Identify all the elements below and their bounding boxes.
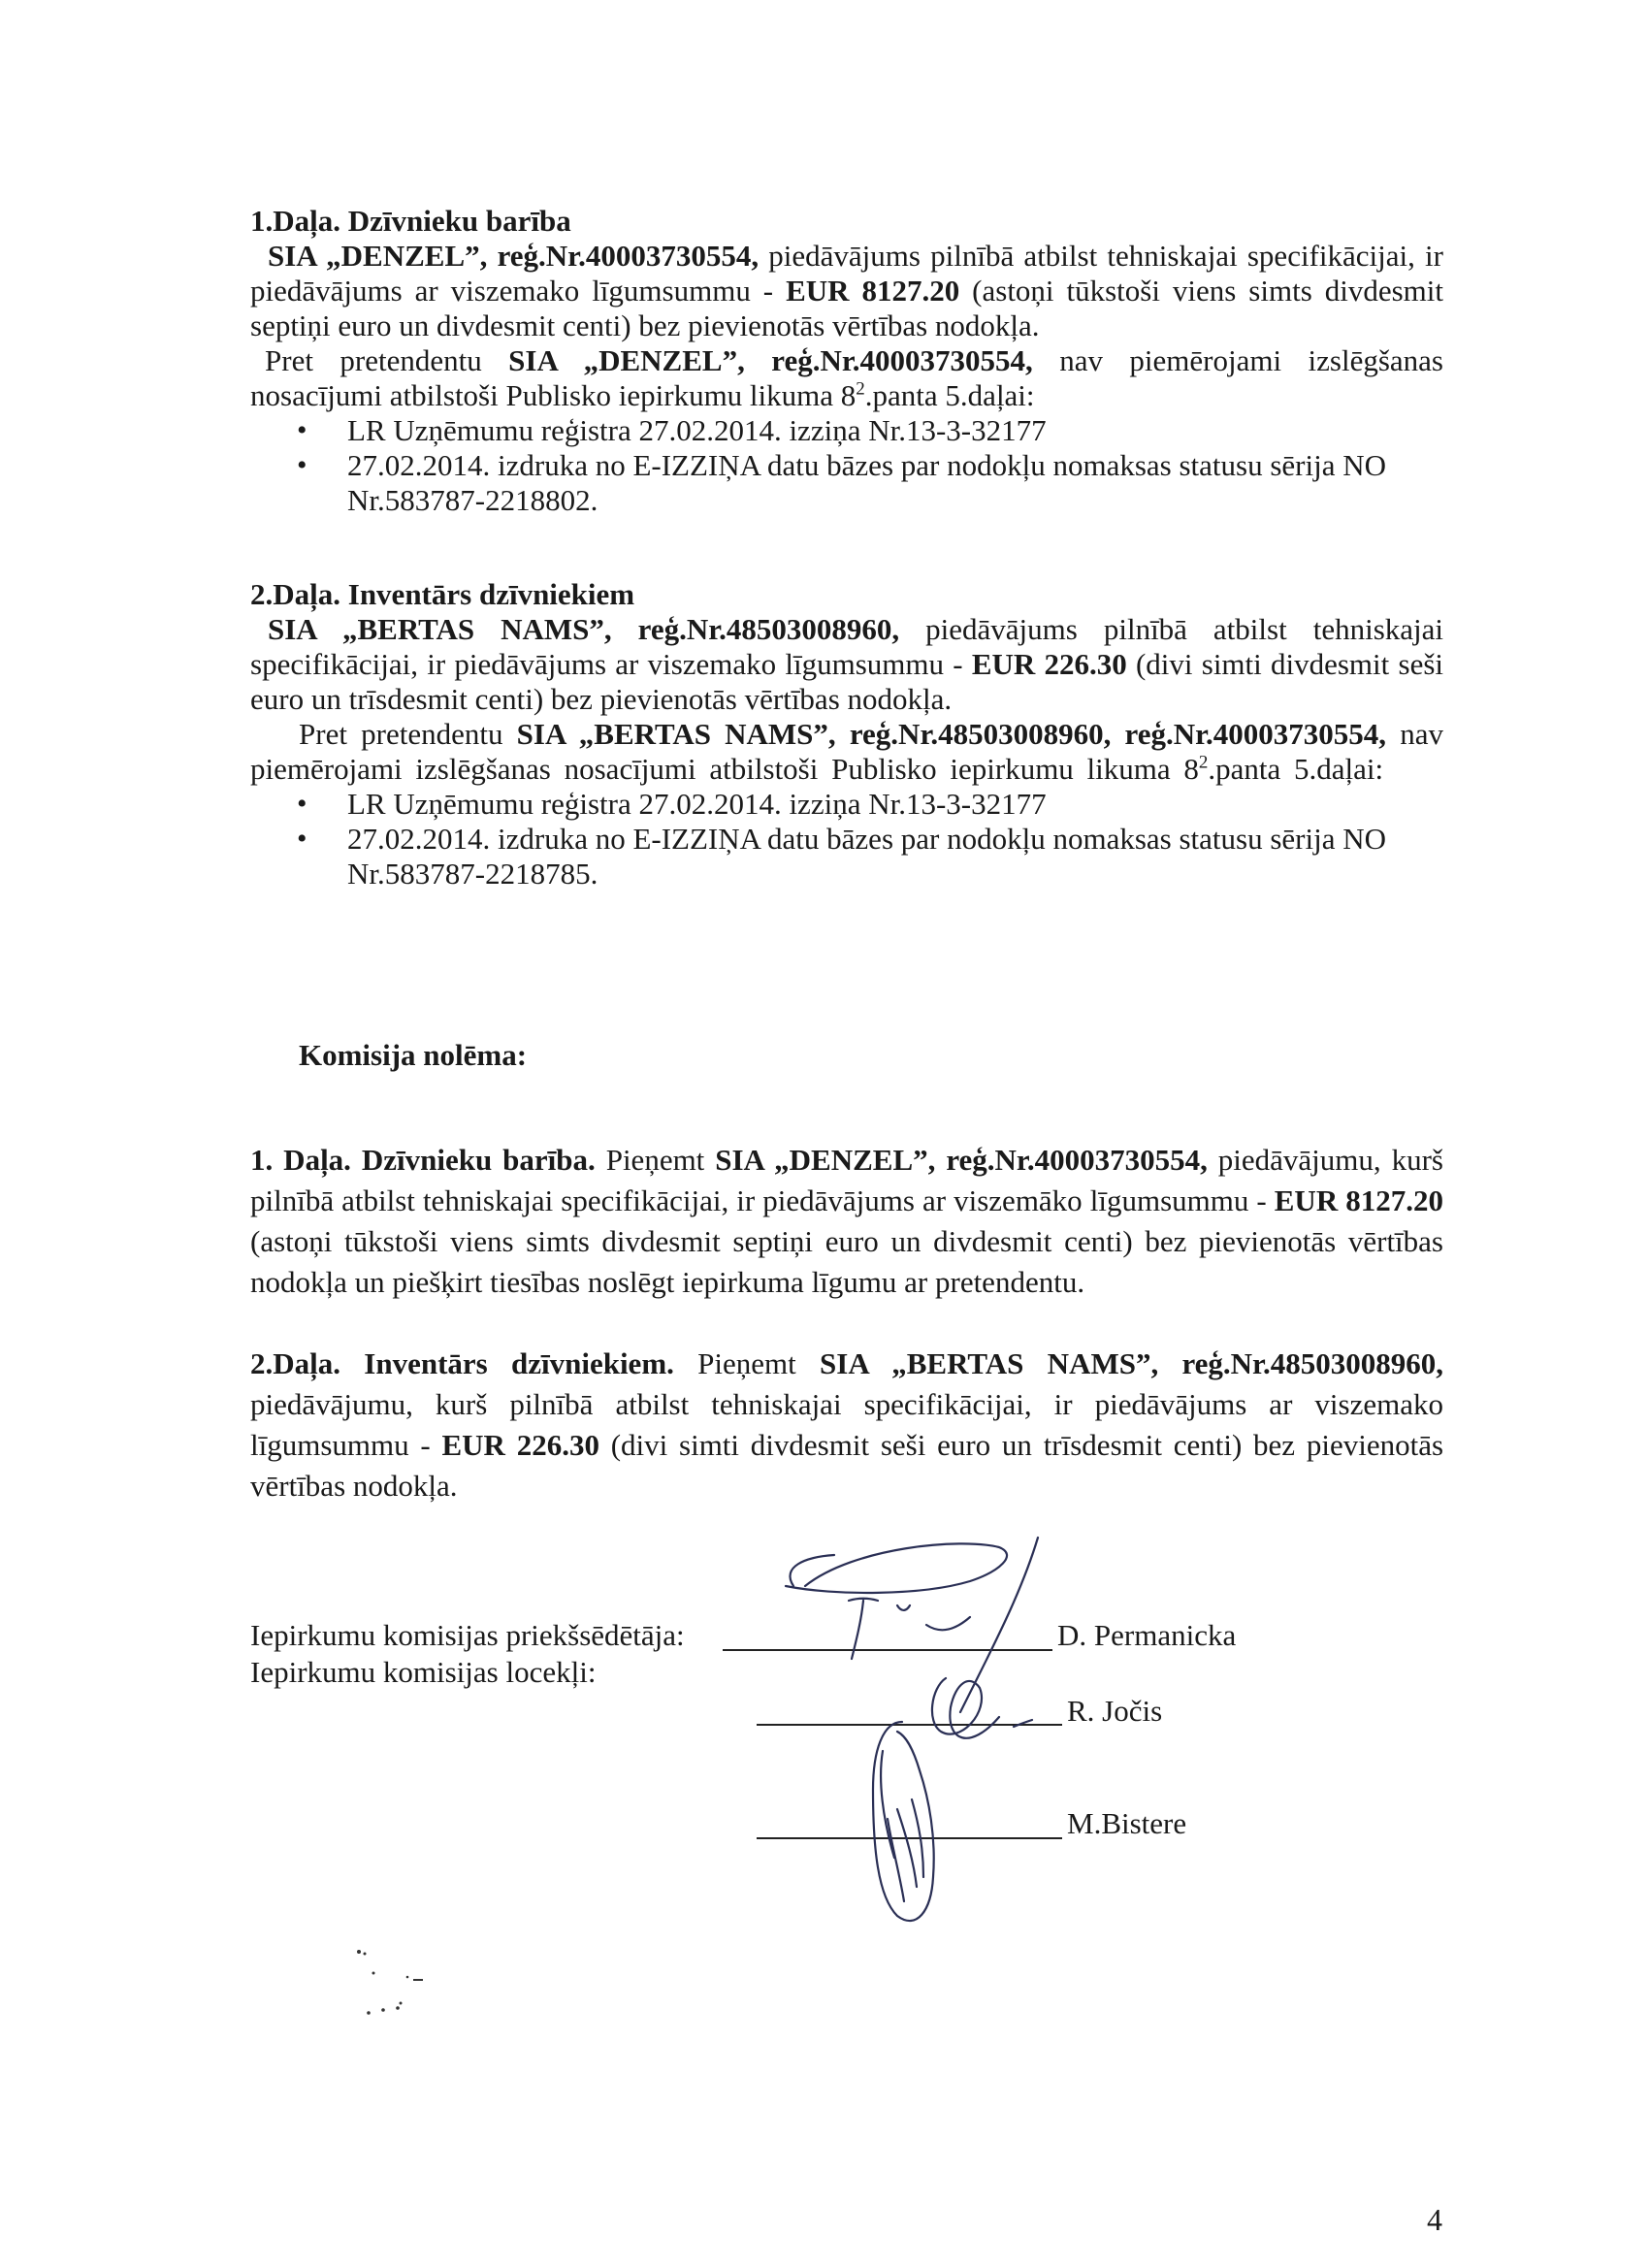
decision-1-text-mid: piedāvājumu, kurš pilnībā atbilst tehniskajai specifikācijai, ir piedāvājums ar viszemāko līgumsummu -	[250, 1143, 1443, 1217]
chair-label: Iepirkumu komisijas priekšsēdētāja:	[250, 1618, 685, 1652]
section-2-offer-paragraph	[250, 612, 1443, 717]
section-1-offer-paragraph	[250, 239, 1443, 343]
offer-text: piedāvājums pilnībā atbilst tehniskajai specifikācijai, ir piedāvājums ar viszemako līgumsummu -	[250, 239, 1443, 308]
decision-2-text-end: (divi simti divdesmit seši euro un trīsdesmit centi) bez pievienotās vērtības nodokļa.	[250, 1428, 1444, 1503]
offer-amount: EUR 8127.20	[786, 274, 960, 308]
ink-specks	[330, 1940, 466, 2057]
members-label: Iepirkumu komisijas locekļi:	[250, 1655, 597, 1689]
member-2-name: M.Bistere	[1067, 1806, 1187, 1840]
superscript: 2	[856, 378, 865, 400]
decision-item-2	[250, 1344, 1443, 1507]
offer-text-end: (astoņi tūkstoši viens simts divdesmit septiņi euro un divdesmit centi) bez pievienotās vērtības nodokļa.	[250, 274, 1444, 342]
offer-company: SIA „DENZEL”, reģ.Nr.40003730554,	[268, 239, 760, 273]
offer-company: SIA „BERTAS NAMS”, reģ.Nr.48503008960,	[268, 612, 900, 646]
decision-2-text: Pieņemt	[673, 1346, 821, 1380]
exclusion-company: SIA „DENZEL”, reģ.Nr.40003730554,	[508, 343, 1033, 377]
superscript: 2	[1198, 752, 1209, 773]
decision-item-1	[250, 1140, 1443, 1303]
decision-heading	[299, 1038, 784, 1073]
decision-1-text: Pieņemt	[595, 1143, 716, 1177]
section-2-bullet-list	[250, 787, 1443, 891]
decision-2-text-mid: piedāvājumu, kurš pilnībā atbilst tehniskajai specifikācijai, ir piedāvājums ar viszemako līgumsummu -	[250, 1387, 1443, 1462]
decision-2-amount: EUR 226.30	[441, 1428, 599, 1462]
section-1-bullet-list	[250, 413, 1443, 518]
list-item: • LR Uzņēmumu reģistra 27.02.2014. izziņa Nr.13-3-32177	[250, 413, 1443, 448]
member-1-name: R. Jočis	[1067, 1694, 1163, 1728]
section-1-heading: 1.Daļa. Dzīvnieku barība	[250, 204, 571, 238]
offer-text-end: (divi simti divdesmit seši euro un trīsdesmit centi) bez pievienotās vērtības nodokļa.	[250, 647, 1443, 716]
offer-amount: EUR 226.30	[971, 647, 1127, 681]
section-2-exclusion-paragraph	[250, 717, 1443, 787]
decision-1-company: SIA „DENZEL”, reģ.Nr.40003730554,	[715, 1143, 1208, 1177]
exclusion-text-end: .panta 5.daļai:	[1208, 752, 1384, 786]
exclusion-text-end: .panta 5.daļai:	[864, 378, 1035, 412]
section-1-exclusion-paragraph	[250, 343, 1443, 413]
decision-1-amount: EUR 8127.20	[1274, 1183, 1443, 1217]
offer-text: piedāvājums pilnībā atbilst tehniskajai specifikācijai, ir piedāvājums ar viszemako līgumsummu -	[250, 612, 1443, 681]
page-number: 4	[1427, 2202, 1442, 2237]
exclusion-text-mid: nav piemērojami izslēgšanas nosacījumi atbilstoši Publisko iepirkumu likuma 8	[250, 343, 1443, 412]
exclusion-text: Pret pretendentu	[265, 343, 509, 377]
chair-name: D. Permanicka	[1057, 1618, 1237, 1652]
decision-1-label: 1. Daļa. Dzīvnieku barība.	[250, 1143, 596, 1177]
list-item: • LR Uzņēmumu reģistra 27.02.2014. izziņa Nr.13-3-32177	[250, 787, 1443, 822]
list-item: • 27.02.2014. izdruka no E-IZZIŅA datu bāzes par nodokļu nomaksas statusu sērija NO Nr.583787-2218802.	[250, 448, 1443, 518]
decision-2-company: SIA „BERTAS NAMS”, reģ.Nr.48503008960,	[820, 1346, 1443, 1380]
exclusion-text: Pret pretendentu	[299, 717, 517, 751]
section-1	[250, 204, 1443, 518]
exclusion-company: SIA „BERTAS NAMS”, reģ.Nr.48503008960, reģ.Nr.40003730554,	[516, 717, 1387, 751]
section-2-heading: 2.Daļa. Inventārs dzīvniekiem	[250, 577, 635, 611]
handwritten-signatures	[679, 1528, 1067, 1935]
decision-2-label: 2.Daļa. Inventārs dzīvniekiem.	[250, 1346, 674, 1380]
decision-heading-text: Komisija nolēma:	[299, 1038, 528, 1072]
exclusion-text-mid: nav piemērojami izslēgšanas nosacījumi atbilstoši Publisko iepirkumu likuma 8	[250, 717, 1444, 786]
decision-1-text-end: (astoņi tūkstoši viens simts divdesmit septiņi euro un divdesmit centi) bez pievienotās vērtības nodokļa un piešķirt tiesības noslēgt iepirkuma līgumu ar pretendentu.	[250, 1224, 1443, 1299]
section-2	[250, 577, 1443, 891]
list-item: • 27.02.2014. izdruka no E-IZZIŅA datu bāzes par nodokļu nomaksas statusu sērija NO Nr.583787-2218785.	[250, 822, 1443, 891]
